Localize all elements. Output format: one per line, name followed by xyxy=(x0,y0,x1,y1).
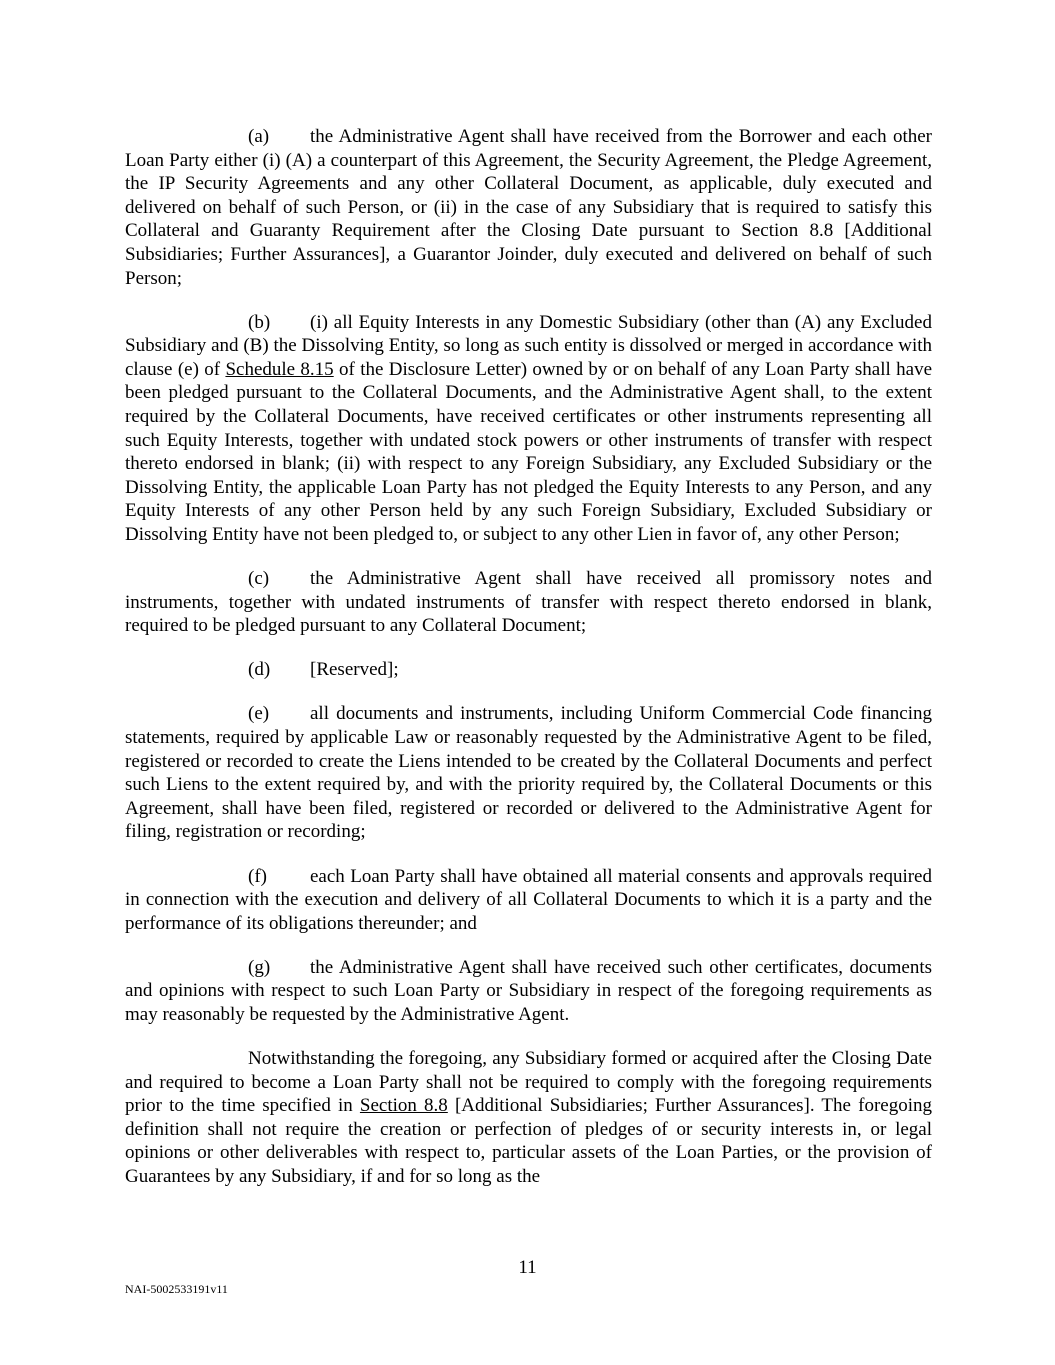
clause-f xyxy=(125,865,932,936)
clause-a xyxy=(125,125,932,290)
clause-b xyxy=(125,311,932,547)
clause-label: (c) xyxy=(248,568,270,590)
clause-d xyxy=(125,658,932,682)
clause-label: (f) xyxy=(248,865,267,887)
closing-paragraph xyxy=(125,1047,932,1189)
clause-text: (i) all Equity Interests in any Domestic Subsidiary (other than (A) any Excluded Subsidiary and (B) the Dissolving Entity, so long as such entity is dissolved or merged in accordance with clause (e) of xyxy=(125,311,932,380)
section-reference: Section 8.8 xyxy=(359,1095,448,1117)
page-number: 11 xyxy=(518,1257,537,1278)
clause-text: all documents and instruments, including Uniform Commercial Code financing statements, required by applicable Law or reasonably requested by the Administrative Agent to be filed, registered or recorded to create the Liens intended to be created by the Collateral Documents and perfect such Liens to the extent required by, and with the priority required by, the Collateral Documents or this Agreement, shall have been filed, registered or recorded or delivered to the Administrative Agent for filing, registration or recording; xyxy=(125,703,932,843)
clause-text: [Reserved]; xyxy=(310,659,399,681)
document-body xyxy=(125,125,932,1209)
clause-g xyxy=(125,956,932,1027)
clause-text: of the Disclosure Letter) owned by or on behalf of any Loan Party shall have been pledged pursuant to the Collateral Documents, and the Administrative Agent shall, to the extent required by the Collateral Documents, have received certificates or other instruments representing all such Equity Interests, together with undated stock powers or other instruments of transfer with respect thereto endorsed in blank; (ii) with respect to any Foreign Subsidiary, any Excluded Subsidiary or the Dissolving Entity, the applicable Loan Party has not pledged the Equity Interests to any Person, and any Equity Interests of any other Person held by any such Foreign Subsidiary, Excluded Subsidiary or Dissolving Entity have not been pledged to, or subject to any other Lien in favor of, any other Person; xyxy=(125,358,932,545)
clause-c xyxy=(125,567,932,638)
clause-text: each Loan Party shall have obtained all material consents and approvals required in connection with the execution and delivery of all Collateral Documents to which it is a party and the performance of its obligations thereunder; and xyxy=(125,865,932,934)
clause-label: (b) xyxy=(248,311,271,333)
clause-label: (g) xyxy=(248,956,271,978)
clause-text: the Administrative Agent shall have received such other certificates, documents and opinions with respect to such Loan Party or Subsidiary in respect of the foregoing requirements as may reasonably be requested by the Administrative Agent. xyxy=(125,956,932,1025)
clause-label: (a) xyxy=(248,126,270,147)
clause-label: (e) xyxy=(248,703,270,725)
clause-label: (d) xyxy=(248,659,271,681)
document-id: NAI-5002533191v11 xyxy=(125,1282,228,1296)
clause-text: the Administrative Agent shall have received from the Borrower and each other Loan Party either (i) (A) a counterpart of this Agreement, the Security Agreement, the Pledge Agreement, the IP Security Agreements and any other Collateral Document, as applicable, duly executed and delivered on behalf of such Person, or (ii) in the case of any Subsidiary that is required to satisfy this Collateral and Guaranty Requirement after the Closing Date pursuant to Section 8.8 [Additional Subsidiaries; Further Assurances], a Guarantor Joinder, duly executed and delivered on behalf of such Person; xyxy=(125,126,932,289)
closing-text: Notwithstanding the foregoing, any Subsidiary formed or acquired after the Closing Date and required to become a Loan Party shall not be required to comply with the foregoing requirements prior to the time specified in xyxy=(125,1048,932,1117)
closing-text: [Additional Subsidiaries; Further Assurances]. The foregoing definition shall not require the creation or perfection of pledges of or security interests in, or legal opinions or other deliverables with respect to, particular assets of the Loan Parties, or the provision of Guarantees by any Subsidiary, if and for so long as the xyxy=(125,1095,932,1188)
clause-e xyxy=(125,702,932,844)
schedule-reference: Schedule 8.15 xyxy=(225,358,334,380)
clause-text: the Administrative Agent shall have received all promissory notes and instruments, together with undated instruments of transfer with respect thereto endorsed in blank, required to be pledged pursuant to any Collateral Document; xyxy=(125,568,932,637)
